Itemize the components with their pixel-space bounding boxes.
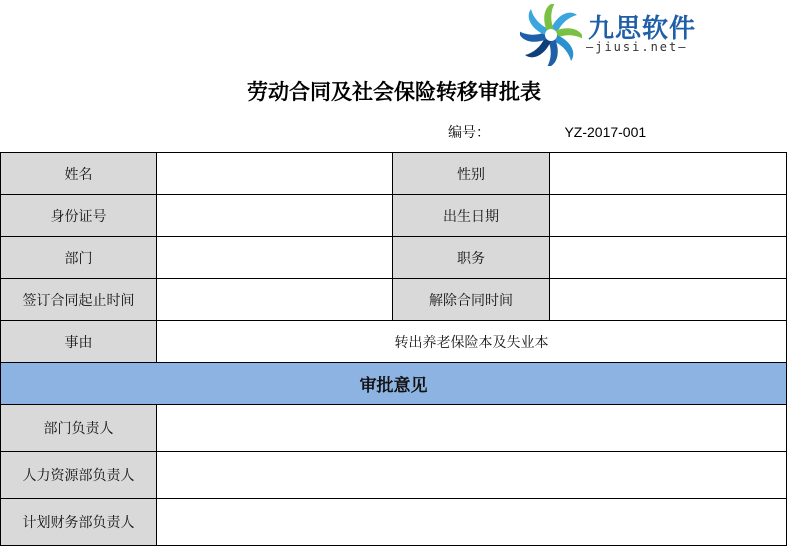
department-field[interactable] <box>157 237 393 279</box>
table-row <box>1 195 787 237</box>
reason-label: 事由 <box>1 321 157 363</box>
table-row <box>1 452 787 499</box>
id-number-field[interactable] <box>157 195 393 237</box>
name-field[interactable] <box>157 153 393 195</box>
document-number <box>448 122 646 142</box>
table-row <box>1 279 787 321</box>
table-row <box>1 321 787 363</box>
dept-head-opinion-field[interactable] <box>157 405 787 452</box>
finance-head-label: 计划财务部负责人 <box>1 499 157 546</box>
table-row <box>1 153 787 195</box>
dept-head-label: 部门负责人 <box>1 405 157 452</box>
contract-period-label: 签订合同起止时间 <box>1 279 157 321</box>
table-row <box>1 499 787 546</box>
termination-date-field[interactable] <box>550 279 787 321</box>
finance-head-opinion-field[interactable] <box>157 499 787 546</box>
page-title: 劳动合同及社会保险转移审批表 <box>247 79 541 104</box>
birth-date-field[interactable] <box>550 195 787 237</box>
hr-head-label: 人力资源部负责人 <box>1 452 157 499</box>
gender-label: 性别 <box>393 153 550 195</box>
logo-text-en: —jiusi.net— <box>586 40 688 54</box>
reason-field[interactable]: 转出养老保险本及失业本 <box>157 321 787 363</box>
name-label: 姓名 <box>1 153 157 195</box>
table-row <box>1 405 787 452</box>
id-number-label: 身份证号 <box>1 195 157 237</box>
logo-text-cn: 九思软件 <box>588 14 697 44</box>
document-number-label: 编号： <box>448 125 490 141</box>
jiusi-logo-icon <box>520 4 582 66</box>
contract-period-field[interactable] <box>157 279 393 321</box>
birth-date-label: 出生日期 <box>393 195 550 237</box>
approval-section-header <box>1 363 787 405</box>
approval-section-title: 审批意见 <box>1 363 787 405</box>
table-row <box>1 237 787 279</box>
termination-date-label: 解除合同时间 <box>393 279 550 321</box>
logo <box>520 4 710 66</box>
hr-head-opinion-field[interactable] <box>157 452 787 499</box>
approval-form-table <box>0 152 787 546</box>
document-number-value: YZ-2017-001 <box>564 124 647 140</box>
department-label: 部门 <box>1 237 157 279</box>
position-label: 职务 <box>393 237 550 279</box>
position-field[interactable] <box>550 237 787 279</box>
gender-field[interactable] <box>550 153 787 195</box>
